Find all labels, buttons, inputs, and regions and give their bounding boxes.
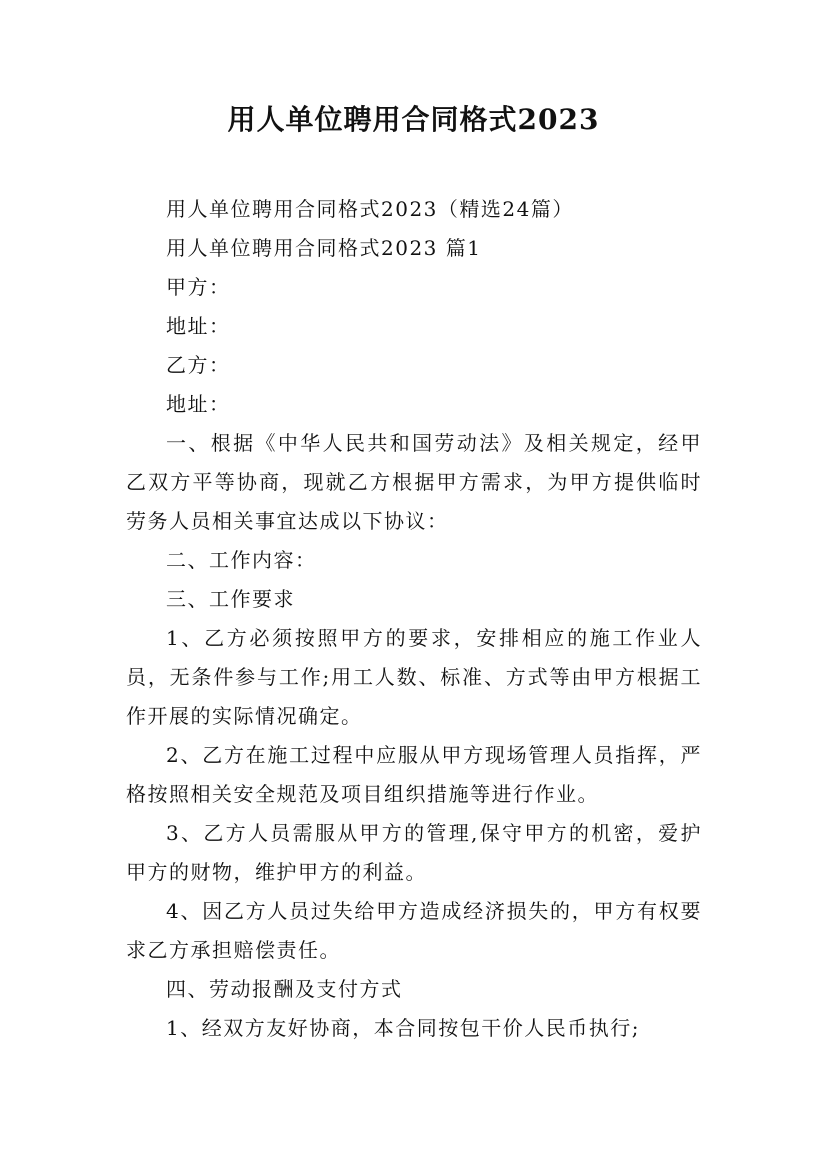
paragraph-requirement-1: 1、乙方必须按照甲方的要求，安排相应的施工作业人员，无条件参与工作;用工人数、标准、方式等由甲方根据工作开展的实际情况确定。 <box>126 626 702 728</box>
paragraph-clause-4: 四、劳动报酬及支付方式 <box>166 977 403 1001</box>
paragraph-requirement-3: 3、乙方人员需服从甲方的管理,保守甲方的机密，爱护甲方的财物，维护甲方的利益。 <box>126 821 702 884</box>
paragraph-requirement-2: 2、乙方在施工过程中应服从甲方现场管理人员指挥，严格按照相关安全规范及项目组织措施等进行作业。 <box>126 743 702 806</box>
paragraph-section-heading: 用人单位聘用合同格式2023 篇1 <box>166 236 482 260</box>
paragraph-requirement-4: 4、因乙方人员过失给甲方造成经济损失的，甲方有权要求乙方承担赔偿责任。 <box>126 899 702 962</box>
paragraph-party-a: 甲方： <box>166 275 231 299</box>
paragraph-clause-3: 三、工作要求 <box>166 587 295 611</box>
document-title: 用人单位聘用合同格式2023 <box>227 103 600 136</box>
paragraph-party-b: 乙方： <box>166 353 231 377</box>
paragraph-address-b: 地址： <box>166 392 231 416</box>
paragraph-subtitle: 用人单位聘用合同格式2023（精选24篇） <box>166 197 574 221</box>
paragraph-clause-1: 一、根据《中华人民共和国劳动法》及相关规定，经甲乙双方平等协商，现就乙方根据甲方需求，为甲方提供临时劳务人员相关事宜达成以下协议： <box>126 431 702 533</box>
paragraph-address-a: 地址： <box>166 314 231 338</box>
paragraph-clause-2: 二、工作内容： <box>166 548 317 572</box>
paragraph-payment-1: 1、经双方友好协商，本合同按包干价人民币执行; <box>166 1016 640 1040</box>
document-body <box>126 190 702 1048</box>
